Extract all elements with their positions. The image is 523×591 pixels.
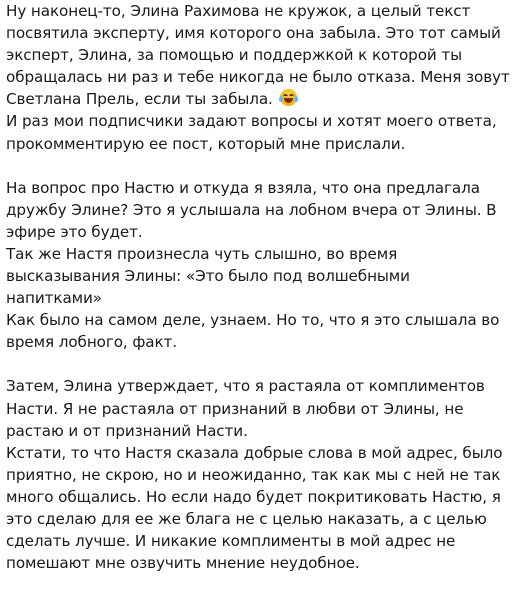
text-line: Насти. Я не растаяла от признаний в любви от Элины, не — [6, 399, 464, 418]
text-line: Затем, Элина утверждает, что я растаяла от комплиментов — [6, 377, 485, 396]
text-line: Так же Настя произнесла чуть слышно, во время — [6, 244, 398, 263]
text-line: дружбу Элине? Это я услышала на лобном вчера от Элины. В — [6, 200, 497, 219]
text-line: напитками» — [6, 289, 102, 308]
text-line: приятно, не скрою, но и неожиданно, так как мы с ней не так — [6, 465, 501, 484]
text-line-with-emoji — [6, 88, 516, 110]
paragraph-gap — [6, 353, 516, 375]
paragraph-conclusion — [6, 375, 516, 574]
text-line: посвятила эксперту, имя которого она забыла. Это тот самый — [6, 24, 501, 43]
paragraph-question — [6, 177, 516, 354]
text-line: прокомментирую ее пост, который мне прислали. — [6, 134, 406, 153]
text-line: это сделаю для ее же блага не с целью наказать, а с целью — [6, 509, 487, 528]
paragraph-intro — [6, 0, 516, 155]
post-text — [6, 0, 516, 574]
text-line: Светлана Прель, если ты забыла. — [6, 90, 273, 109]
text-line: эксперт, Элина, за помощью и поддержкой к которой ты — [6, 46, 463, 65]
text-line: И раз мои подписчики задают вопросы и хотят моего ответа, — [6, 112, 497, 131]
text-line: Как было на самом деле, узнаем. Но то, что я это слышала во — [6, 311, 500, 330]
text-line: растаю и от признаний Насти. — [6, 421, 248, 440]
text-line: время лобного, факт. — [6, 333, 178, 352]
text-line: помешают мне озвучить мнение неудобное. — [6, 554, 360, 573]
text-line: сделать лучше. И никакие комплименты в мой адрес не — [6, 532, 456, 551]
text-line: высказывания Элины: «Это было под волшебными — [6, 267, 410, 286]
face-with-tears-of-joy-icon — [280, 89, 297, 106]
text-line: эфире это будет. — [6, 222, 143, 241]
text-line: Кстати, то что Настя сказала добрые слова в мой адрес, было — [6, 443, 503, 462]
text-line: На вопрос про Настю и откуда я взяла, что она предлагала — [6, 178, 480, 197]
paragraph-gap — [6, 155, 516, 177]
text-line: много общались. Но если надо будет покритиковать Настю, я — [6, 487, 501, 506]
text-line: обращалась ни раз и тебе никогда не было отказа. Меня зовут — [6, 68, 510, 87]
text-line: Ну наконец-то, Элина Рахимова не кружок, а целый текст — [6, 2, 471, 20]
